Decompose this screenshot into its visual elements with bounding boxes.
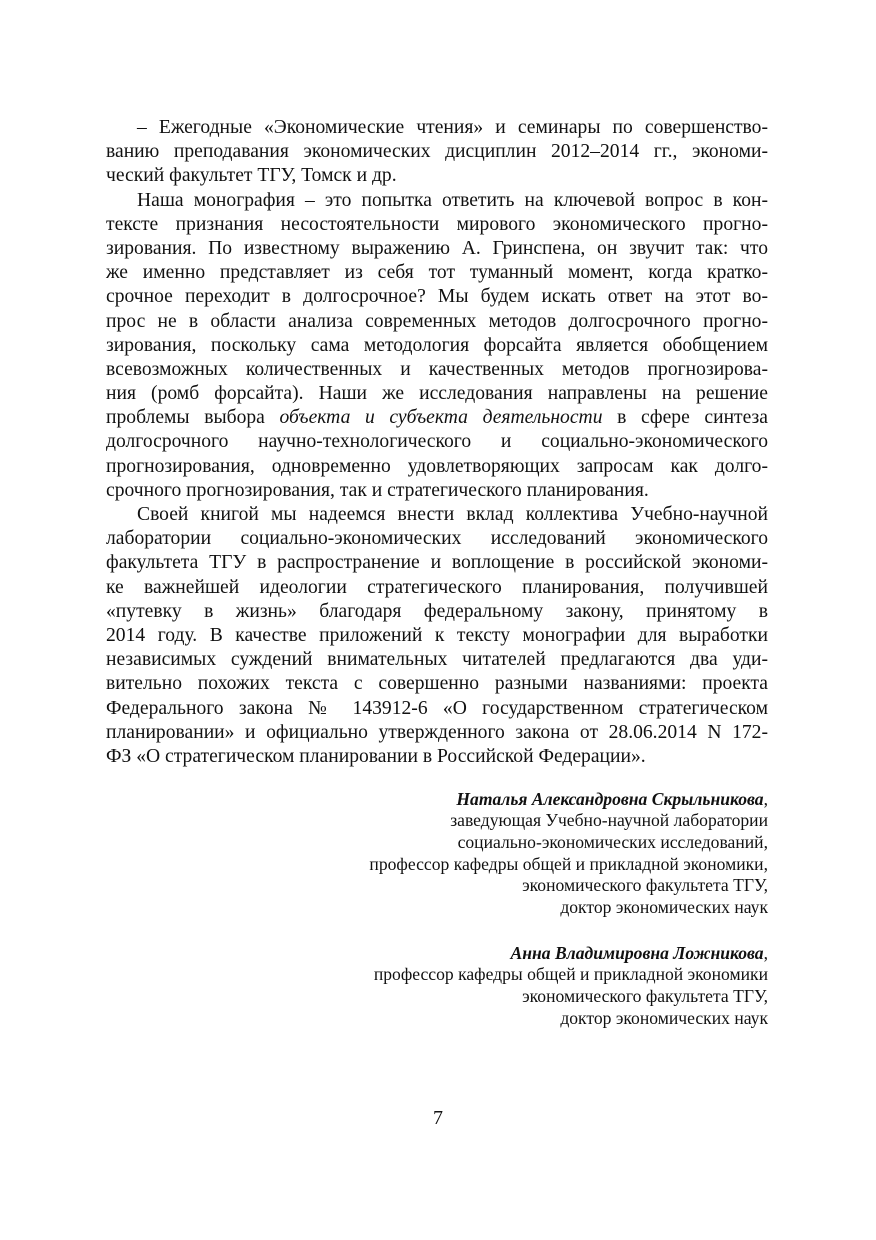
text-line: всевозможных количественных и качественных методов прогнозирова- xyxy=(106,358,768,380)
author-name xyxy=(374,942,768,964)
text-line: зирования, поскольку сама методология форсайта является обобщением xyxy=(106,334,768,356)
text-line: ванию преподавания экономических дисциплин 2012–2014 гг., экономи- xyxy=(106,141,768,163)
author-name xyxy=(369,788,768,810)
text-line: Наша монография – это попытка ответить на ключевой вопрос в кон- xyxy=(137,189,768,211)
text-segment: проблемы выбора xyxy=(106,407,280,429)
text-line xyxy=(106,406,768,430)
text-line: независимых суждений внимательных читателей предлагаются два уди- xyxy=(106,649,768,671)
text-line: же именно представляет из себя тот туманный момент, когда кратко- xyxy=(106,262,768,284)
author-role: профессор кафедры общей и прикладной экономики xyxy=(373,964,768,984)
text-line: – Ежегодные «Экономические чтения» и семинары по совершенство- xyxy=(137,117,768,138)
author-name-text: Наталья Александровна Скрыльникова xyxy=(456,789,764,809)
text-line: ния (ромб форсайта). Наши же исследования направлены на решение xyxy=(106,383,768,405)
author-name-text: Анна Владимировна Ложникова xyxy=(510,943,764,963)
name-suffix: , xyxy=(763,943,768,963)
author-signature xyxy=(374,942,768,1029)
author-role: доктор экономических наук xyxy=(560,1007,768,1028)
author-role: заведующая Учебно-научной лаборатории xyxy=(450,810,768,830)
author-role: социально-экономических исследований, xyxy=(457,831,768,852)
text-line: планировании» и официально утвержденного закона от 28.06.2014 N 172- xyxy=(106,721,768,743)
page-number: 7 xyxy=(433,1107,443,1129)
text-line: факультета ТГУ в распространение и воплощение в российской экономи- xyxy=(106,552,768,574)
text-line: вительно похожих текста с совершенно разными названиями: проекта xyxy=(106,673,768,695)
text-line: Своей книгой мы надеемся внести вклад коллектива Учебно-научной xyxy=(137,504,768,525)
author-role: профессор кафедры общей и прикладной экономики, xyxy=(369,853,768,874)
author-signature xyxy=(369,788,768,919)
text-line: 2014 году. В качестве приложений к тексту монографии для выработки xyxy=(106,624,768,646)
text-segment: в сфере синтеза xyxy=(602,407,768,429)
text-line: ческий факультет ТГУ, Томск и др. xyxy=(106,165,397,187)
name-suffix: , xyxy=(763,789,768,809)
text-line: зирования. По известному выражению А. Гринспена, он звучит так: что xyxy=(106,237,768,259)
text-line: срочное переходит в долгосрочное? Мы будем искать ответ на этот во- xyxy=(106,286,768,308)
body-text xyxy=(106,116,768,769)
text-line: долгосрочного научно-технологического и социально-экономического xyxy=(106,431,768,453)
author-role: экономического факультета ТГУ, xyxy=(522,985,768,1006)
text-line: тексте признания несостоятельности мирового экономического прогно- xyxy=(106,213,768,235)
italic-phrase: объекта и субъекта деятельности xyxy=(279,407,603,429)
author-role: экономического факультета ТГУ, xyxy=(522,875,768,896)
text-line: Федерального закона № 143912-6 «О государственном стратегическом xyxy=(106,697,768,719)
text-line: прос не в области анализа современных методов долгосрочного прогно- xyxy=(106,310,768,332)
text-line: ФЗ «О стратегическом планировании в Российской Федерации». xyxy=(106,745,646,767)
text-line: срочного прогнозирования, так и стратегического планирования. xyxy=(106,479,649,501)
text-line: лаборатории социально-экономических исследований экономического xyxy=(106,528,768,550)
author-role: доктор экономических наук xyxy=(560,897,768,918)
text-line: ке важнейшей идеологии стратегического планирования, получившей xyxy=(106,576,768,598)
text-line: прогнозирования, одновременно удовлетворяющих запросам как долго- xyxy=(106,455,768,477)
text-line: «путевку в жизнь» благодаря федеральному закону, принятому в xyxy=(106,600,768,622)
